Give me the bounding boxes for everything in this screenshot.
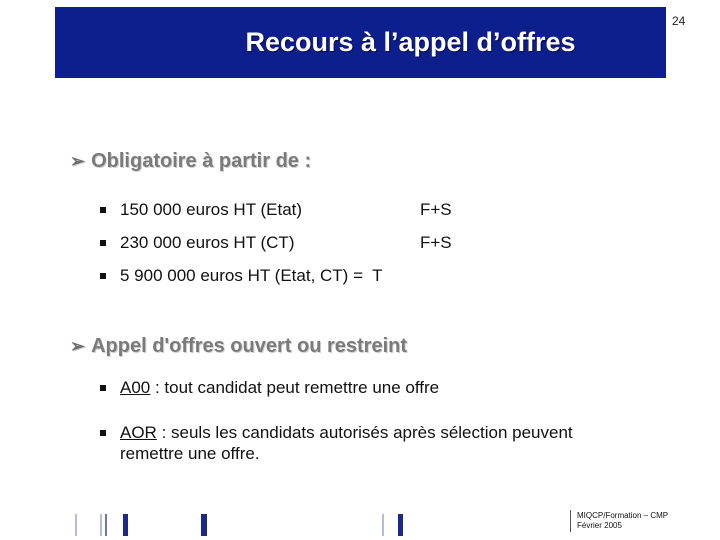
section-heading-appel [70, 335, 407, 358]
footer-decor-bar [201, 514, 207, 536]
footer-text [577, 511, 668, 531]
arrow-bullet-icon: ➢ [70, 151, 86, 171]
list-item [100, 266, 383, 286]
section-heading-obligatoire [70, 150, 311, 173]
list-item-text: : seuls les candidats autorisés après sélection peuvent [156, 423, 573, 442]
list-item [100, 200, 452, 220]
list-item [100, 378, 439, 398]
footer-line2: Février 2005 [577, 521, 622, 530]
square-bullet-icon [100, 240, 106, 246]
footer-decor-bar [398, 514, 403, 536]
list-item-value: F+S [420, 200, 452, 219]
footer-decor-bar [75, 514, 77, 536]
footer-decor-bar [105, 514, 107, 536]
term-a00: A00 [120, 378, 151, 397]
slide-title: Recours à l’appel d’offres [245, 27, 576, 57]
footer-decor-bar [123, 514, 128, 536]
list-item-text: 230 000 euros HT (CT) [120, 233, 295, 252]
footer-line1: MIQCP/Formation – CMP [577, 511, 669, 520]
list-item-text: 150 000 euros HT (Etat) [120, 200, 303, 219]
footer-separator [570, 510, 571, 532]
footer-decor-bar [382, 514, 384, 536]
square-bullet-icon [100, 273, 106, 279]
list-item-text: : tout candidat peut remettre une offre [150, 378, 440, 397]
list-item-text: 5 900 000 euros HT (Etat, CT) = T [120, 266, 383, 285]
section-heading-text: Appel d'offres ouvert ou restreint [91, 335, 408, 357]
list-item-text-continued: remettre une offre. [120, 444, 260, 463]
term-aor: AOR [120, 423, 157, 442]
section-heading-text: Obligatoire à partir de : [91, 150, 312, 172]
list-item-value: F+S [420, 233, 452, 252]
square-bullet-icon [100, 207, 106, 213]
list-item [100, 233, 452, 253]
list-item [100, 422, 573, 464]
arrow-bullet-icon: ➢ [70, 336, 86, 356]
title-bar [55, 7, 666, 78]
slide-number: 24 [672, 14, 686, 28]
square-bullet-icon [100, 430, 106, 436]
square-bullet-icon [100, 385, 106, 391]
footer-decor-bar [100, 514, 102, 536]
